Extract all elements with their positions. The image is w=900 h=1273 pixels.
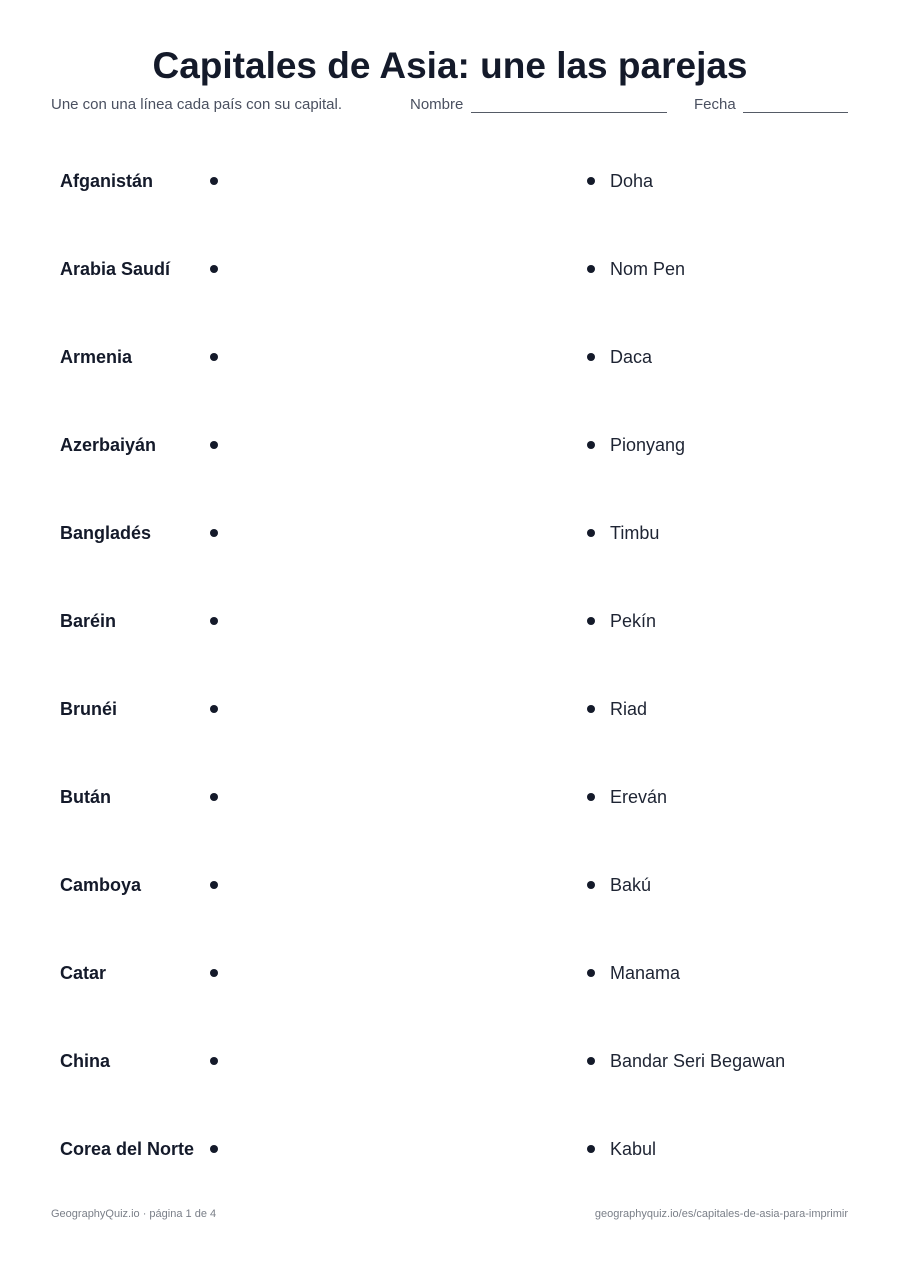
capital-label: Nom Pen [610,259,686,279]
page-title: Capitales de Asia: une las parejas [152,45,748,86]
match-row [0,430,900,460]
capital-connector-dot[interactable] [587,881,595,889]
instructions: Une con una línea cada país con su capital. [51,96,343,113]
capital-connector-dot[interactable] [587,969,595,977]
capital-label: Pionyang [610,435,686,455]
date-field-line [743,112,848,113]
capital-label: Pekín [610,611,657,631]
country-connector-dot[interactable] [210,1145,218,1153]
country-connector-dot[interactable] [210,177,218,185]
match-row [0,166,900,196]
country-label: Bután [60,787,111,807]
capital-label: Timbu [610,523,660,543]
capital-label: Riad [610,699,648,719]
country-label: Brunéi [60,699,118,719]
capital-connector-dot[interactable] [587,177,595,185]
country-connector-dot[interactable] [210,353,218,361]
country-connector-dot[interactable] [210,1057,218,1065]
country-connector-dot[interactable] [210,969,218,977]
country-label: Baréin [60,611,117,631]
country-label: Afganistán [60,171,154,191]
match-row [0,606,900,636]
match-row [0,958,900,988]
capital-label: Manama [610,963,681,983]
capital-label: Doha [610,171,654,191]
country-connector-dot[interactable] [210,881,218,889]
capital-label: Bandar Seri Begawan [610,1051,786,1071]
capital-connector-dot[interactable] [587,1145,595,1153]
capital-connector-dot[interactable] [587,529,595,537]
match-row [0,518,900,548]
country-connector-dot[interactable] [210,705,218,713]
match-row [0,342,900,372]
country-connector-dot[interactable] [210,529,218,537]
match-row [0,1134,900,1164]
country-label: Catar [60,963,107,983]
capital-label: Kabul [610,1139,657,1159]
capital-connector-dot[interactable] [587,265,595,273]
footer-url: geographyquiz.io/es/capitales-de-asia-para-imprimir [594,1208,848,1220]
match-row [0,694,900,724]
country-connector-dot[interactable] [210,441,218,449]
country-label: Camboya [60,875,142,895]
country-label: Arabia Saudí [60,259,171,279]
capital-label: Ereván [610,787,668,807]
capital-connector-dot[interactable] [587,1057,595,1065]
country-label: Corea del Norte [60,1139,195,1159]
country-label: China [60,1051,111,1071]
country-connector-dot[interactable] [210,617,218,625]
name-label: Nombre [410,96,464,113]
match-row [0,782,900,812]
capital-connector-dot[interactable] [587,441,595,449]
capital-connector-dot[interactable] [587,705,595,713]
match-row [0,870,900,900]
country-label: Armenia [60,347,133,367]
capital-connector-dot[interactable] [587,353,595,361]
capital-connector-dot[interactable] [587,617,595,625]
footer-page-info: GeographyQuiz.io · página 1 de 4 [51,1208,217,1220]
name-field-line [471,112,667,113]
match-row [0,254,900,284]
capital-label: Bakú [610,875,652,895]
match-row [0,1046,900,1076]
capital-connector-dot[interactable] [587,793,595,801]
date-label: Fecha [694,96,736,113]
capital-label: Daca [610,347,653,367]
country-connector-dot[interactable] [210,265,218,273]
country-label: Bangladés [60,523,152,543]
country-connector-dot[interactable] [210,793,218,801]
country-label: Azerbaiyán [60,435,157,455]
